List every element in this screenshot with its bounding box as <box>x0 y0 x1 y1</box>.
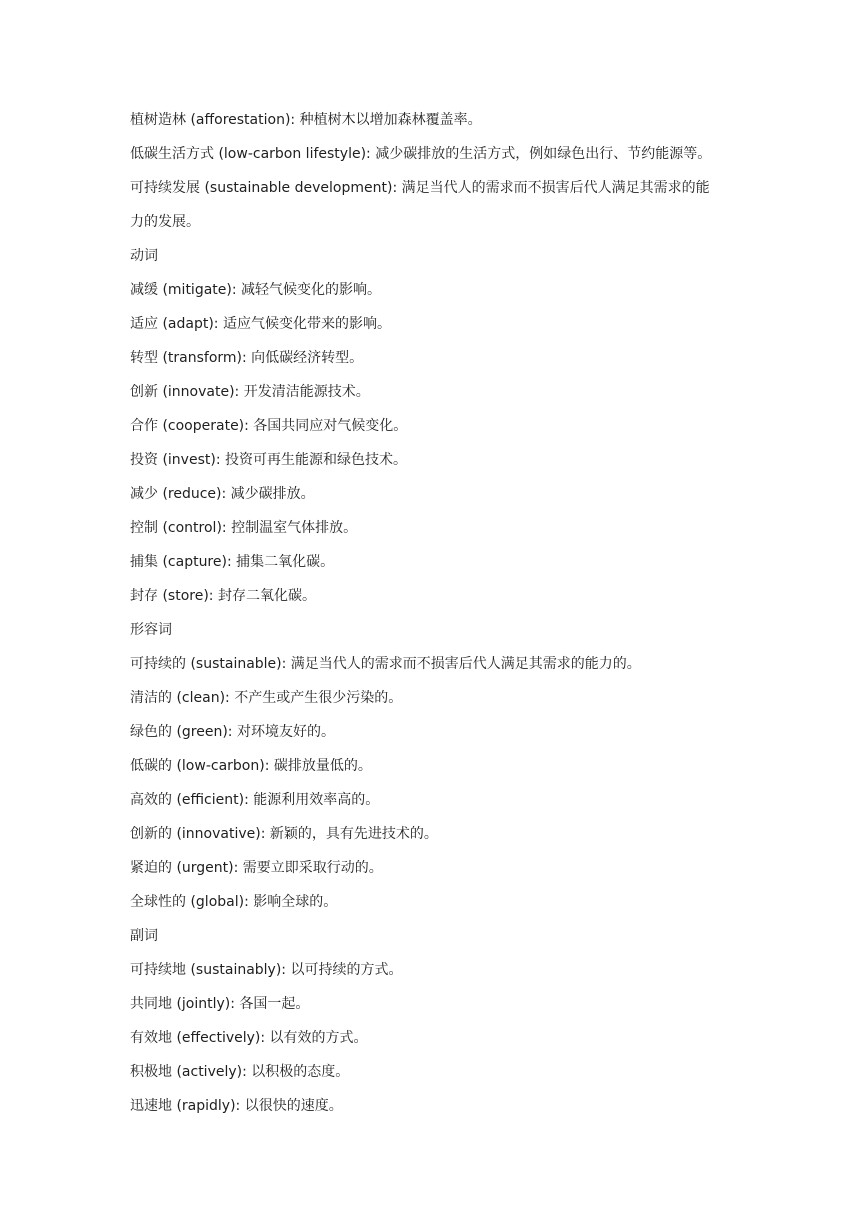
entry-rapidly: 迅速地 (rapidly): 以很快的速度。 <box>130 1098 343 1114</box>
entry-low-carbon-lifestyle: 低碳生活方式 (low-carbon lifestyle): 减少碳排放的生活方式，例如绿色出行、节约能源等。 <box>130 146 712 162</box>
entry-sustainable: 可持续的 (sustainable): 满足当代人的需求而不损害后代人满足其需求的能力的。 <box>130 656 641 672</box>
entry-urgent: 紧迫的 (urgent): 需要立即采取行动的。 <box>130 860 383 876</box>
entry-innovate: 创新 (innovate): 开发清洁能源技术。 <box>130 384 370 400</box>
entry-sustainable-development: 可持续发展 (sustainable development): 满足当代人的需求而不损害后代人满足其需求的能 <box>130 180 710 196</box>
entry-sustainable-development-continued: 力的发展。 <box>130 214 200 230</box>
entry-control: 控制 (control): 控制温室气体排放。 <box>130 520 358 536</box>
section-heading-verbs: 动词 <box>130 248 158 264</box>
entry-sustainably: 可持续地 (sustainably): 以可持续的方式。 <box>130 962 403 978</box>
entry-low-carbon: 低碳的 (low-carbon): 碳排放量低的。 <box>130 758 372 774</box>
entry-green: 绿色的 (green): 对环境友好的。 <box>130 724 335 740</box>
entry-store: 封存 (store): 封存二氧化碳。 <box>130 588 316 604</box>
entry-innovative: 创新的 (innovative): 新颖的，具有先进技术的。 <box>130 826 438 842</box>
entry-actively: 积极地 (actively): 以积极的态度。 <box>130 1064 350 1080</box>
entry-invest: 投资 (invest): 投资可再生能源和绿色技术。 <box>130 452 407 468</box>
entry-clean: 清洁的 (clean): 不产生或产生很少污染的。 <box>130 690 403 706</box>
entry-capture: 捕集 (capture): 捕集二氧化碳。 <box>130 554 335 570</box>
entry-reduce: 减少 (reduce): 减少碳排放。 <box>130 486 315 502</box>
entry-mitigate: 减缓 (mitigate): 减轻气候变化的影响。 <box>130 282 382 298</box>
entry-afforestation: 植树造林 (afforestation): 种植树木以增加森林覆盖率。 <box>130 112 482 128</box>
entry-adapt: 适应 (adapt): 适应气候变化带来的影响。 <box>130 316 391 332</box>
entry-global: 全球性的 (global): 影响全球的。 <box>130 894 338 910</box>
section-heading-adjectives: 形容词 <box>130 622 172 638</box>
entry-jointly: 共同地 (jointly): 各国一起。 <box>130 996 310 1012</box>
entry-effectively: 有效地 (effectively): 以有效的方式。 <box>130 1030 368 1046</box>
section-heading-adverbs: 副词 <box>130 928 158 944</box>
entry-cooperate: 合作 (cooperate): 各国共同应对气候变化。 <box>130 418 408 434</box>
entry-transform: 转型 (transform): 向低碳经济转型。 <box>130 350 364 366</box>
entry-efficient: 高效的 (efficient): 能源利用效率高的。 <box>130 792 380 808</box>
